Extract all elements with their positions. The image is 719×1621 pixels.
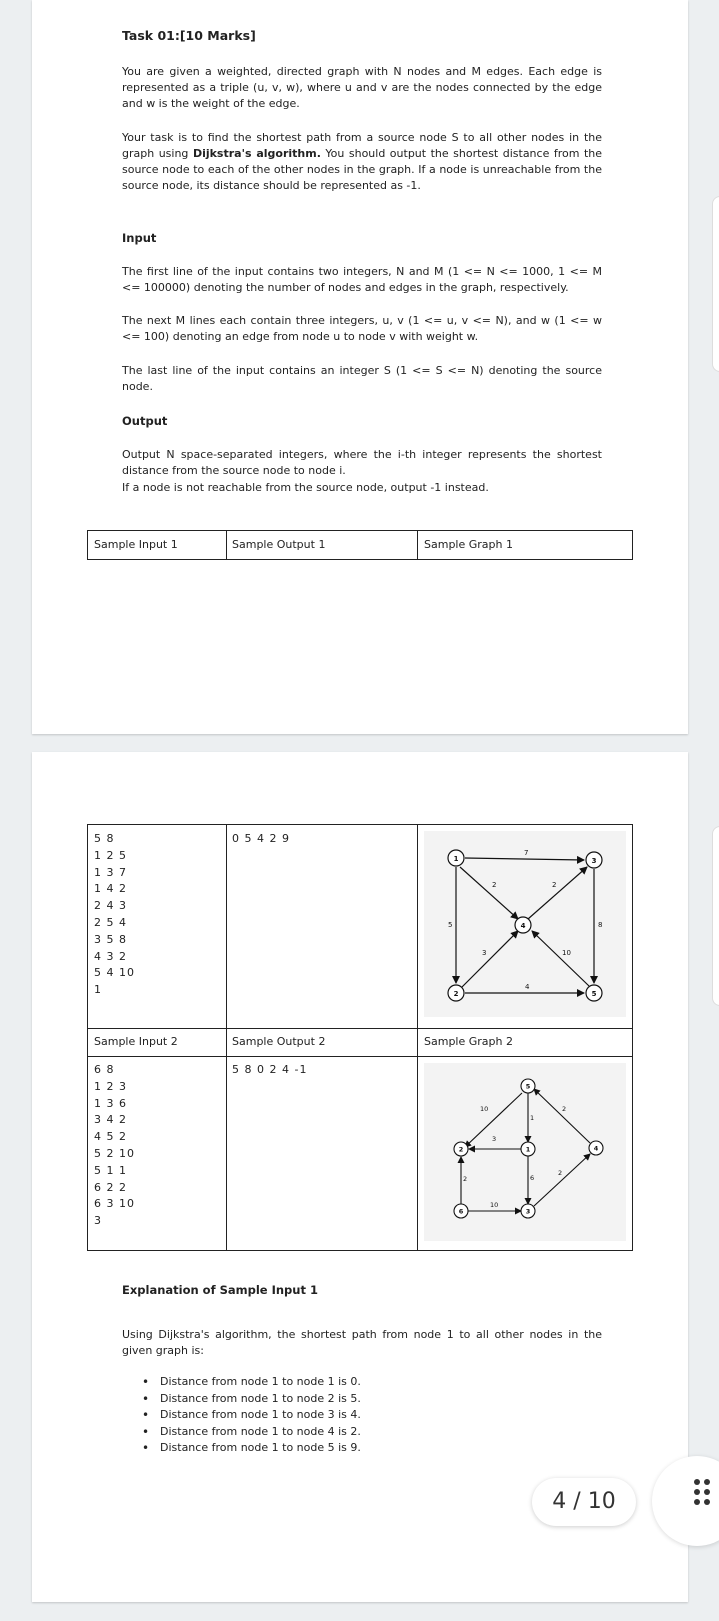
weight-label: 10 bbox=[480, 1105, 489, 1113]
weight-label: 6 bbox=[530, 1174, 535, 1182]
edge-4-3 bbox=[528, 867, 587, 919]
sample-input-2-header: Sample Input 2 bbox=[94, 1035, 178, 1048]
edge-4-5 bbox=[534, 1089, 590, 1143]
input-para-2: The next M lines each contain three integers, u, v (1 <= u, v <= N), and w (1 <= w <= 100) denoting an edge from node u to node v with weight w. bbox=[122, 314, 602, 343]
sample2-line: 5 1 1 bbox=[94, 1163, 127, 1177]
document-page-3 bbox=[32, 0, 688, 734]
sample-table-header-1 bbox=[87, 530, 633, 560]
sample1-line: 4 3 2 bbox=[94, 949, 127, 963]
weight-label: 1 bbox=[530, 1114, 535, 1122]
task-title-block bbox=[122, 28, 602, 44]
sample2-line: 3 bbox=[94, 1214, 102, 1228]
graph-node: 1 bbox=[525, 1145, 531, 1154]
task-title: Task 01:[10 Marks] bbox=[122, 28, 256, 43]
sample-input-1 bbox=[94, 831, 135, 999]
output-para-1: Output N space-separated integers, where the i-th integer represents the shortest distance from the source node to node i. bbox=[122, 448, 602, 477]
weight-label: 2 bbox=[552, 881, 557, 889]
sample1-line: 1 3 7 bbox=[94, 865, 127, 879]
list-item: • Distance from node 1 to node 1 is 0. bbox=[122, 1374, 602, 1391]
graph-node: 5 bbox=[591, 990, 597, 998]
weight-label: 7 bbox=[524, 849, 529, 857]
sample-output-2-header: Sample Output 2 bbox=[232, 1035, 326, 1048]
input-para-3: The last line of the input contains an integer S (1 <= S <= N) denoting the source node. bbox=[122, 364, 602, 393]
explanation-list bbox=[122, 1374, 602, 1457]
sample2-line: 5 2 10 bbox=[94, 1146, 135, 1160]
weight-label: 10 bbox=[562, 949, 571, 957]
sample2-line: 1 2 3 bbox=[94, 1079, 127, 1093]
weight-label: 3 bbox=[492, 1135, 497, 1143]
weight-label: 2 bbox=[463, 1175, 468, 1183]
sample-graph-1 bbox=[424, 831, 626, 1017]
graph-node: 2 bbox=[453, 990, 459, 998]
input-para-1: The first line of the input contains two integers, N and M (1 <= N <= 1000, 1 <= M <= 100000) denoting the number of nodes and edges in the graph, respectively. bbox=[122, 265, 602, 294]
weight-label: 8 bbox=[598, 921, 603, 929]
graph-node: 6 bbox=[458, 1207, 464, 1216]
sample2-line: 6 3 10 bbox=[94, 1197, 135, 1211]
edge-3-4 bbox=[534, 1154, 590, 1206]
sample2-line: 3 4 2 bbox=[94, 1113, 127, 1127]
task-intro-2-b: You should output the shortest distance from the source node to each of the other nodes in the graph. If a node is unreachable from the source node, its distance should be represented as -1. bbox=[122, 147, 603, 192]
task-intro-2-bold: Dijkstra's algorithm. bbox=[192, 147, 321, 160]
input-heading: Input bbox=[122, 231, 157, 245]
sample1-line: 1 bbox=[94, 983, 102, 997]
sample-graph-2-header: Sample Graph 2 bbox=[424, 1035, 513, 1048]
sample2-line: 4 5 2 bbox=[94, 1130, 127, 1144]
list-item: • Distance from node 1 to node 2 is 5. bbox=[122, 1391, 602, 1408]
graph-node: 4 bbox=[520, 922, 526, 930]
weight-label: 2 bbox=[558, 1169, 563, 1177]
sample1-line: 5 4 10 bbox=[94, 966, 135, 980]
weight-label: 10 bbox=[490, 1201, 499, 1209]
edge-1-3 bbox=[465, 858, 584, 860]
edge-1-4 bbox=[460, 867, 518, 919]
weight-label: 4 bbox=[525, 983, 530, 991]
weight-label: 5 bbox=[448, 921, 453, 929]
sample1-line: 1 4 2 bbox=[94, 882, 127, 896]
task-intro-1: You are given a weighted, directed graph with N nodes and M edges. Each edge is represented as a triple (u, v, w), where u and v are the nodes connected by the edge and w is the weight of the edge. bbox=[122, 65, 602, 110]
task-intro-2-a: Your task is to find the shortest path from a source node S to all other nodes in the graph using bbox=[122, 131, 602, 160]
sample1-line: 1 2 5 bbox=[94, 848, 127, 862]
page-indicator[interactable]: 4 / 10 bbox=[532, 1478, 636, 1526]
graph-node: 1 bbox=[453, 855, 459, 863]
edge-2-4 bbox=[462, 931, 518, 987]
weight-label: 2 bbox=[562, 1105, 567, 1113]
list-item: • Distance from node 1 to node 4 is 2. bbox=[122, 1424, 602, 1441]
task-intro-2 bbox=[122, 130, 602, 194]
graph-node: 2 bbox=[458, 1145, 464, 1154]
side-panel-handle-lower[interactable] bbox=[712, 826, 719, 1006]
weight-label: 3 bbox=[482, 949, 487, 957]
sample-output-1-header: Sample Output 1 bbox=[232, 538, 326, 551]
sample1-line: 5 8 bbox=[94, 832, 115, 845]
graph-node: 4 bbox=[593, 1144, 599, 1153]
output-para-2: If a node is not reachable from the source node, output -1 instead. bbox=[122, 481, 489, 494]
sample-table bbox=[87, 824, 633, 1251]
list-item: • Distance from node 1 to node 3 is 4. bbox=[122, 1407, 602, 1424]
sample-graph-1-header: Sample Graph 1 bbox=[424, 538, 513, 551]
weight-label: 2 bbox=[492, 881, 497, 889]
side-panel-handle[interactable] bbox=[712, 196, 719, 372]
graph-node: 3 bbox=[525, 1207, 531, 1216]
sample-output-1: 0 5 4 2 9 bbox=[232, 832, 290, 845]
more-dots-icon[interactable] bbox=[694, 1479, 718, 1519]
sample-output-2: 5 8 0 2 4 -1 bbox=[232, 1063, 308, 1076]
document-page-4 bbox=[32, 752, 688, 1602]
sample-input-1-header: Sample Input 1 bbox=[94, 538, 178, 551]
sample2-line: 6 8 bbox=[94, 1063, 115, 1076]
sample-graph-2 bbox=[424, 1063, 626, 1241]
sample1-line: 2 5 4 bbox=[94, 915, 127, 929]
list-item: • Distance from node 1 to node 5 is 9. bbox=[122, 1440, 602, 1457]
edge-5-4 bbox=[532, 931, 589, 986]
explanation-heading: Explanation of Sample Input 1 bbox=[122, 1283, 318, 1297]
output-heading: Output bbox=[122, 414, 168, 428]
sample1-line: 2 4 3 bbox=[94, 899, 127, 913]
graph-node: 3 bbox=[591, 857, 597, 865]
sample2-line: 1 3 6 bbox=[94, 1096, 127, 1110]
sample1-line: 3 5 8 bbox=[94, 932, 127, 946]
sample2-line: 6 2 2 bbox=[94, 1180, 127, 1194]
sample-input-2 bbox=[94, 1062, 135, 1230]
explanation-intro: Using Dijkstra's algorithm, the shortest path from node 1 to all other nodes in the given graph is: bbox=[122, 1328, 602, 1357]
graph-node: 5 bbox=[525, 1082, 531, 1091]
